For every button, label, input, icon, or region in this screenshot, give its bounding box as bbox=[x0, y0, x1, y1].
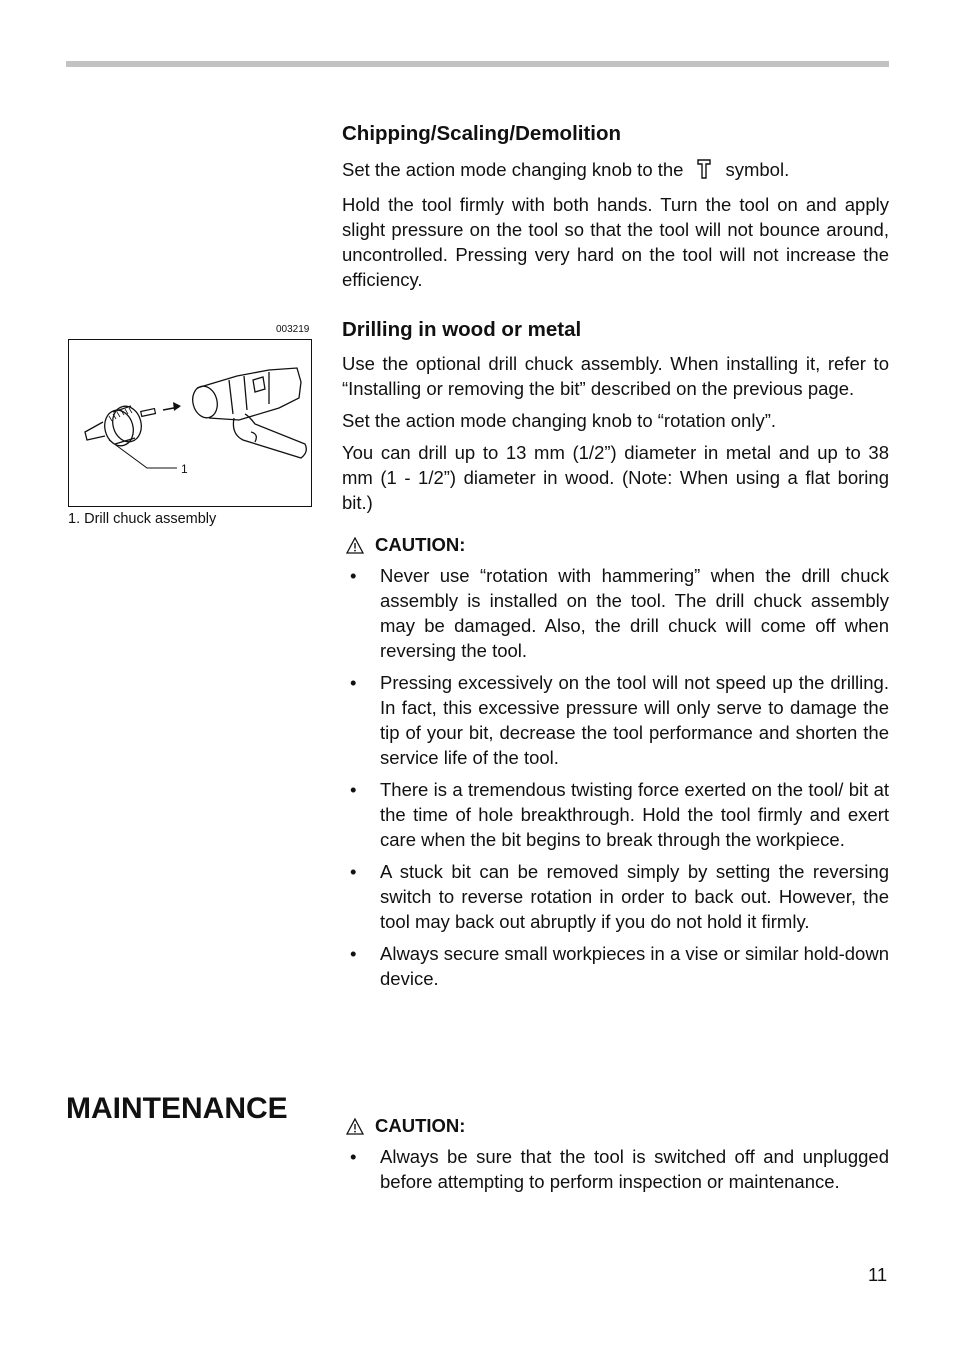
chipping-para-1-before: Set the action mode changing knob to the bbox=[342, 159, 684, 180]
warning-triangle-icon bbox=[346, 537, 364, 554]
drilling-para-2: Set the action mode changing knob to “rotation only”. bbox=[342, 410, 776, 431]
page-number: 11 bbox=[868, 1264, 888, 1285]
caution-item: • Always secure small workpieces in a vise or similar hold-down device. bbox=[342, 941, 889, 991]
chipping-heading: Chipping/Scaling/Demolition bbox=[342, 122, 622, 145]
caution-item: • There is a tremendous twisting force exerted on the tool/ bit at the time of hole breakthrough. Hold the tool firmly and exert care when the bit begins to break through the workpiece. bbox=[342, 777, 889, 852]
maintenance-caution-item: • Always be sure that the tool is switched off and unplugged before attempting to perform inspection or maintenance. bbox=[342, 1144, 889, 1194]
caution-item: • Never use “rotation with hammering” when the drill chuck assembly is installed on the tool. The drill chuck assembly may be damaged. Also, the drill chuck will come off when reversing the tool. bbox=[342, 563, 889, 663]
section-maintenance bbox=[342, 1114, 889, 1201]
caution-heading bbox=[342, 533, 889, 557]
caution-item: • A stuck bit can be removed simply by setting the reversing switch to reverse rotation in order to back out. However, the tool may back out abruptly if you do not hold it firmly. bbox=[342, 859, 889, 934]
chipping-para-1 bbox=[342, 157, 889, 185]
chipping-para-2: Hold the tool firmly with both hands. Turn the tool on and apply slight pressure on the tool so that the tool will not bounce around, uncontrolled. Pressing very hard on the tool will not increase the efficiency. bbox=[342, 194, 889, 290]
figure-id: 003219 bbox=[276, 324, 310, 335]
caution-label: CAUTION: bbox=[375, 534, 466, 555]
maintenance-caution-heading bbox=[342, 1114, 889, 1138]
drilling-para-3: You can drill up to 13 mm (1/2”) diameter in metal and up to 38 mm (1 - 1/2”) diameter in wood. (Note: When using a flat boring bit.) bbox=[342, 442, 889, 513]
hammer-only-icon bbox=[697, 159, 711, 185]
drill-chuck-figure bbox=[68, 339, 312, 507]
caution-list bbox=[342, 563, 889, 991]
drilling-para-1: Use the optional drill chuck assembly. When installing it, refer to “Installing or removing the bit” described on the previous page. bbox=[342, 353, 889, 399]
drill-chuck-illustration bbox=[69, 340, 310, 505]
header-rule bbox=[66, 61, 889, 67]
figure-callout: 1 bbox=[181, 462, 188, 476]
warning-triangle-icon bbox=[346, 1118, 364, 1135]
drilling-heading: Drilling in wood or metal bbox=[342, 318, 582, 341]
maintenance-caution-label: CAUTION: bbox=[375, 1115, 466, 1136]
section-drilling bbox=[342, 317, 889, 998]
maintenance-heading: MAINTENANCE bbox=[66, 1092, 288, 1125]
caution-item: • Pressing excessively on the tool will not speed up the drilling. In fact, this excessive pressure will only serve to damage the tip of your bit, decrease the tool performance and shorten the service life of the tool. bbox=[342, 670, 889, 770]
figure-caption: 1. Drill chuck assembly bbox=[68, 511, 217, 527]
section-chipping bbox=[342, 121, 889, 292]
maintenance-caution-list bbox=[342, 1144, 889, 1194]
chipping-para-1-after: symbol. bbox=[725, 159, 790, 180]
